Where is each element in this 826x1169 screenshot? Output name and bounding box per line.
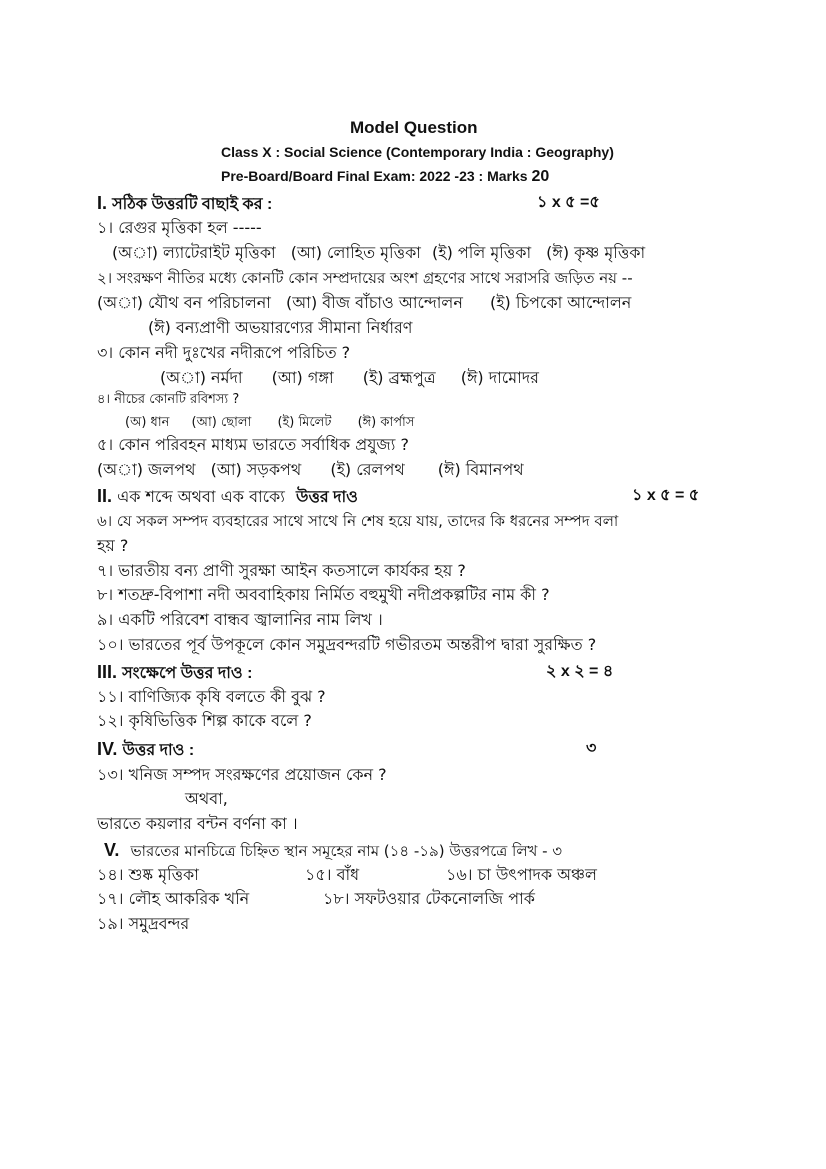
section-1-heading [97,193,272,215]
option-b: (আ) ছোলা [191,415,252,430]
question-9: ৯। একটি পরিবেশ বান্ধব জ্বালানির নাম লিখ । [97,610,383,629]
option-d: (ঈ) বিমানপথ [437,460,524,479]
question-12: ১২। কৃষিভিত্তিক শিল্প কাকে বলে ? [97,711,312,730]
question-5: ৫। কোন পরিবহন মাধ্যম ভারতে সর্বাধিক প্রযুজ্য ? [97,435,409,454]
section-1-numeral: I. [97,193,108,213]
question-2-options [97,293,631,313]
option-c: (ই) চিপকো আন্দোলন [489,293,632,312]
option-b: (আ) সড়কপথ [210,460,302,479]
question-11: ১১। বাণিজ্যিক কৃষি বলতে কী বুঝ ? [97,687,326,706]
question-6-cont: হয় ? [97,536,129,555]
question-4-options [125,413,414,433]
section-5-heading [104,840,562,861]
option-b: (আ) বীজ বাঁচাও আন্দোলন [286,293,463,312]
section-4-numeral: IV. [97,739,118,759]
map-item-14: ১৪। শুষ্ক মৃত্তিকা [97,865,199,884]
section-2-heading [97,486,358,508]
section-4-marks: ৩ [586,740,597,757]
map-item-16: ১৬। চা উৎপাদক অঞ্চল [446,865,597,884]
question-10: ১০। ভারতের পূর্ব উপকূলে কোন সমুদ্রবন্দরটি গভীরতম অন্তরীপ দ্বারা সুরক্ষিত ? [97,635,597,654]
question-1: ১। রেগুর মৃত্তিকা হল ----- [97,218,262,237]
section-3-title: সংক্ষেপে উত্তর দাও : [122,665,253,682]
question-2-option-d: (ঈ) বন্যপ্রাণী অভয়ারণ্যের সীমানা নির্ধারণ [148,318,413,337]
page-title: Model Question [350,118,478,137]
exam-line [221,166,549,187]
question-13: ১৩। খনিজ সম্পদ সংরক্ষণের প্রয়োজন কেন ? [97,765,387,784]
option-b: (আ) গঙ্গা [271,368,334,387]
question-3: ৩। কোন নদী দুঃখের নদীরূপে পরিচিত ? [97,343,351,362]
section-2-title: এক শব্দে অথবা এক বাক্যে [117,487,285,506]
section-3-heading [97,662,252,684]
question-5-options [97,460,524,480]
option-c: (ই) ব্রহ্মপুত্র [362,368,436,387]
option-a: (অা) ল্যাটেরাইট মৃত্তিকা [112,243,276,262]
section-3-marks: ২ x ২ = ৪ [546,663,614,680]
class-line: Class X : Social Science (Contemporary India : Geography) [221,144,614,160]
question-8: ৮। শতদ্রু-বিপাশা নদী অববাহিকায় নির্মিত বহুমুখী নদীপ্রকল্পটির নাম কী ? [97,585,550,604]
question-13-alternative: ভারতে কয়লার বন্টন বর্ণনা কা । [97,814,298,833]
section-2-marks: ১ x ৫ = ৫ [632,487,700,504]
question-2: ২। সংরক্ষণ নীতির মধ্যে কোনটি কোন সম্প্রদায়ের অংশ গ্রহণের সাথে সরাসরি জড়িত নয় -- [97,269,633,287]
or-label: অথবা, [185,789,228,808]
map-item-17: ১৭। লৌহ আকরিক খনি [97,889,250,908]
option-a: (অা) যৌথ বন পরিচালনা [97,293,271,312]
section-1-title: সঠিক উত্তরটি বাছাই কর : [112,196,273,213]
question-6: ৬। যে সকল সম্পদ ব্যবহারের সাথে সাথে নি শেষ হয়ে যায়, তাদের কি ধরনের সম্পদ বলা [97,512,619,530]
option-d: (ঈ) কৃষ্ণ মৃত্তিকা [546,243,646,262]
map-item-15: ১৫। বাঁধ [305,865,360,884]
option-d: (ঈ) কার্পাস [357,415,415,430]
section-5-title: ভারতের মানচিত্রে চিহ্নিত স্থান সমূহের নাম (১৪ -১৯) উত্তরপত্রে লিখ - ৩ [130,842,563,860]
section-2-numeral: II. [97,486,113,506]
section-3-numeral: III. [97,662,118,682]
question-4: ৪। নীচের কোনটি রবিশস্য ? [97,392,240,407]
total-marks: 20 [531,168,550,185]
option-b: (আ) লোহিত মৃত্তিকা [290,243,421,262]
option-d: (ঈ) দামোদর [460,368,539,387]
section-1-marks: ১ x ৫ =৫ [537,194,600,211]
option-c: (ই) মিলেট [277,415,332,430]
section-2-title-bold: উত্তর দাও [295,489,358,506]
question-7: ৭। ভারতীয় বন্য প্রাণী সুরক্ষা আইন কতসালে কার্যকর হয় ? [97,561,466,580]
option-a: (অ) ধান [125,415,170,430]
section-5-numeral: V. [104,840,120,860]
option-a: (অা) জলপথ [97,460,196,479]
question-3-options [160,368,539,388]
map-item-19: ১৯। সমুদ্রবন্দর [97,914,190,933]
section-4-heading [97,739,194,761]
section-4-title: উত্তর দাও : [122,742,195,759]
option-a: (অা) নর্মদা [160,368,243,387]
exam-line-text: Pre-Board/Board Final Exam: 2022 -23 : Marks [221,168,528,184]
option-c: (ই) পলি মৃত্তিকা [432,243,532,262]
question-1-options [112,243,645,263]
map-item-18: ১৮। সফটওয়ার টেকনোলজি পার্ক [323,889,535,908]
option-c: (ই) রেলপথ [330,460,405,479]
